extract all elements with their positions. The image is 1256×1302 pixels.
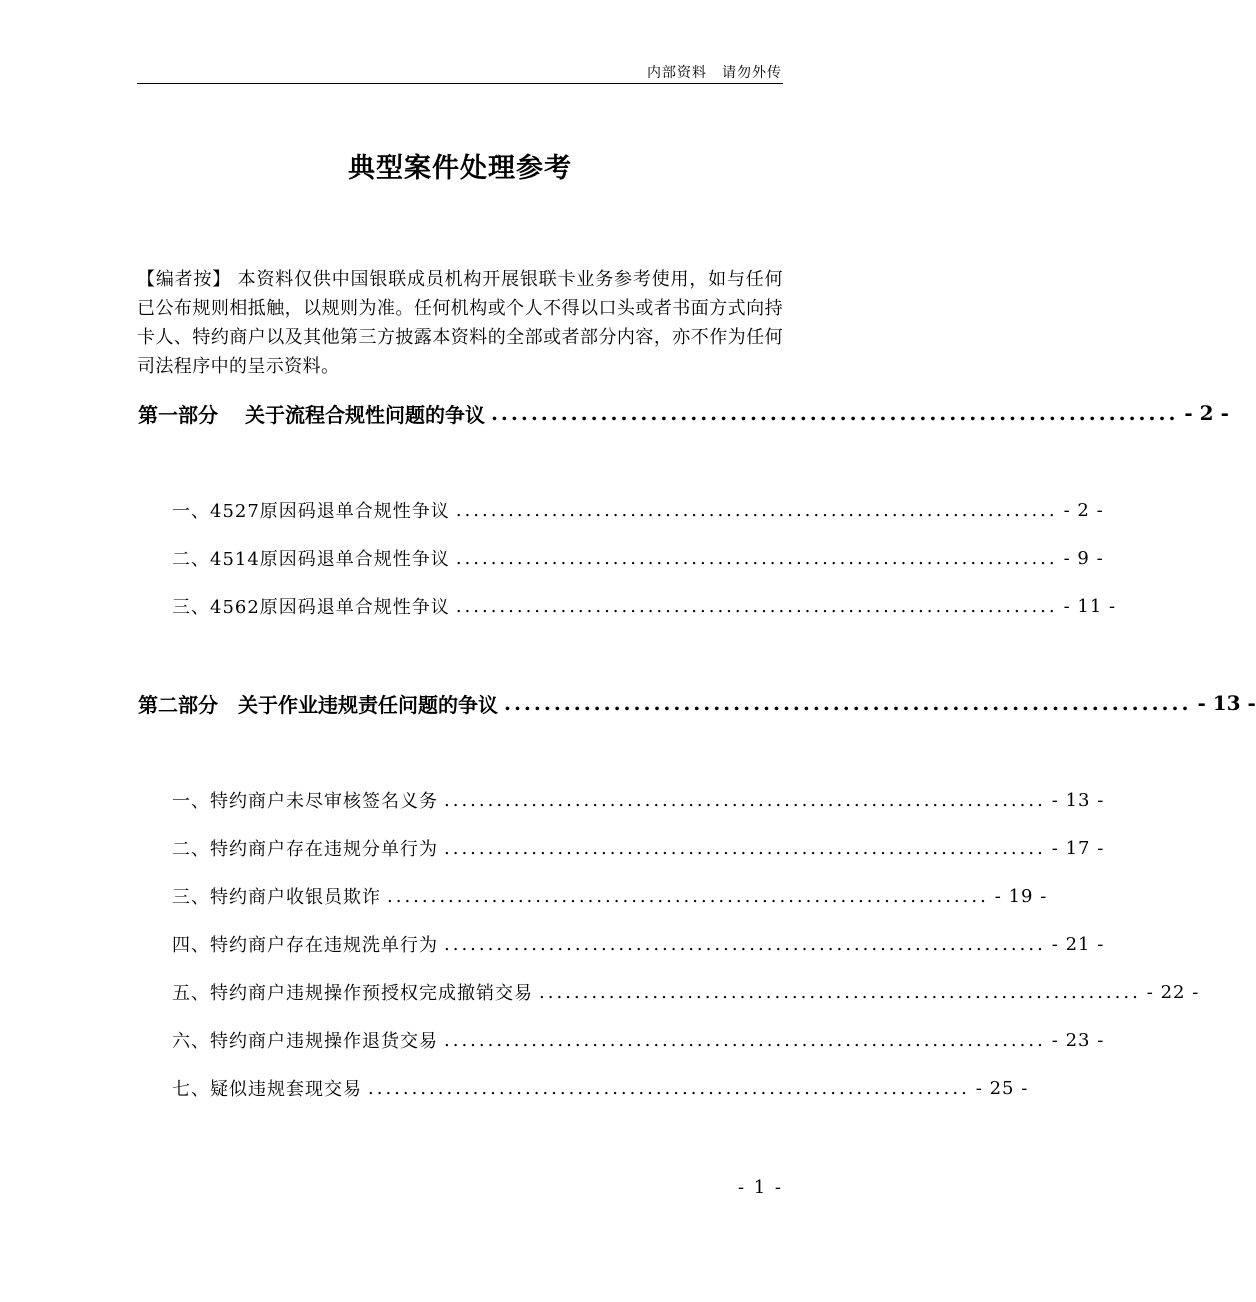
toc-item[interactable] [0,543,1104,573]
toc-item-label: 二、4514原因码退单合规性争议 [172,549,450,570]
toc-leader-dots: ..................................................................... [387,885,989,907]
toc-item[interactable] [0,785,1105,815]
toc-leader-dots: ..................................................................... [444,1029,1046,1051]
toc-item-label: 六、特约商户违规操作退货交易 [172,1031,438,1052]
toc-leader-dots: ..................................................................... [455,499,1058,521]
toc-item-label: 一、4527原因码退单合规性争议 [172,501,450,522]
confidential-header: 内部资料 请勿外传 [647,65,782,81]
toc-part-1-label: 第一部分 关于流程合规性问题的争议 [138,402,485,427]
toc-part-1[interactable] [0,398,1229,428]
toc-item-page: - 22 - [1146,981,1200,1003]
toc-leader-dots: ..................................................................... [444,837,1046,859]
editor-note: 【编者按】 本资料仅供中国银联成员机构开展银联卡业务参考使用，如与任何已公布规则相抵触，以规则为准。任何机构或个人不得以口头或者书面方式向持卡人、特约商户以及其他第三方披露本资料的全部或者部分内容，亦不作为任何司法程序中的呈示资料。 [137,269,783,377]
toc-leader-dots: ..................................................................... [504,691,1192,715]
toc-item-label: 五、特约商户违规操作预授权完成撤销交易 [172,983,533,1004]
page-number: - 1 - [737,1177,783,1198]
toc-item-page: - 21 - [1051,933,1105,955]
toc-item[interactable] [0,1025,1105,1055]
toc-item-page: - 25 - [975,1077,1029,1099]
toc-item-page: - 23 - [1051,1029,1105,1051]
toc-item-page: - 17 - [1051,837,1105,859]
page-title: 典型案件处理参考 [348,153,572,184]
toc-item-page: - 13 - [1051,789,1105,811]
toc-item[interactable] [0,833,1105,863]
toc-item[interactable] [0,1073,1029,1103]
toc-item-page: - 2 - [1063,499,1104,521]
toc-leader-dots: ..................................................................... [490,401,1179,425]
toc-leader-dots: ..................................................................... [444,933,1046,955]
toc-leader-dots: ..................................................................... [368,1077,970,1099]
toc-item[interactable] [0,591,1117,621]
toc-item-page: - 11 - [1063,595,1117,617]
toc-item[interactable] [0,495,1104,525]
toc-part-2-page: - 13 - [1197,691,1256,715]
toc-item[interactable] [0,929,1105,959]
toc-item[interactable] [0,977,1200,1007]
toc-item-label: 四、特约商户存在违规洗单行为 [172,935,438,956]
toc-item-page: - 9 - [1063,547,1104,569]
toc-item-label: 一、特约商户未尽审核签名义务 [172,791,438,812]
toc-item-page: - 19 - [994,885,1048,907]
toc-part-2-label: 第二部分 关于作业违规责任问题的争议 [138,692,498,717]
toc-item-label: 二、特约商户存在违规分单行为 [172,839,438,860]
toc-item-label: 三、特约商户收银员欺诈 [172,887,381,908]
toc-leader-dots: ..................................................................... [444,789,1046,811]
toc-item-label: 三、4562原因码退单合规性争议 [172,597,450,618]
toc-leader-dots: ..................................................................... [539,981,1141,1003]
toc-item-label: 七、疑似违规套现交易 [172,1079,362,1100]
toc-leader-dots: ..................................................................... [455,595,1058,617]
toc-leader-dots: ..................................................................... [455,547,1058,569]
toc-item[interactable] [0,881,1048,911]
toc-part-1-page: - 2 - [1184,401,1229,425]
toc-part-2[interactable] [0,688,1256,718]
header-rule [137,83,783,84]
